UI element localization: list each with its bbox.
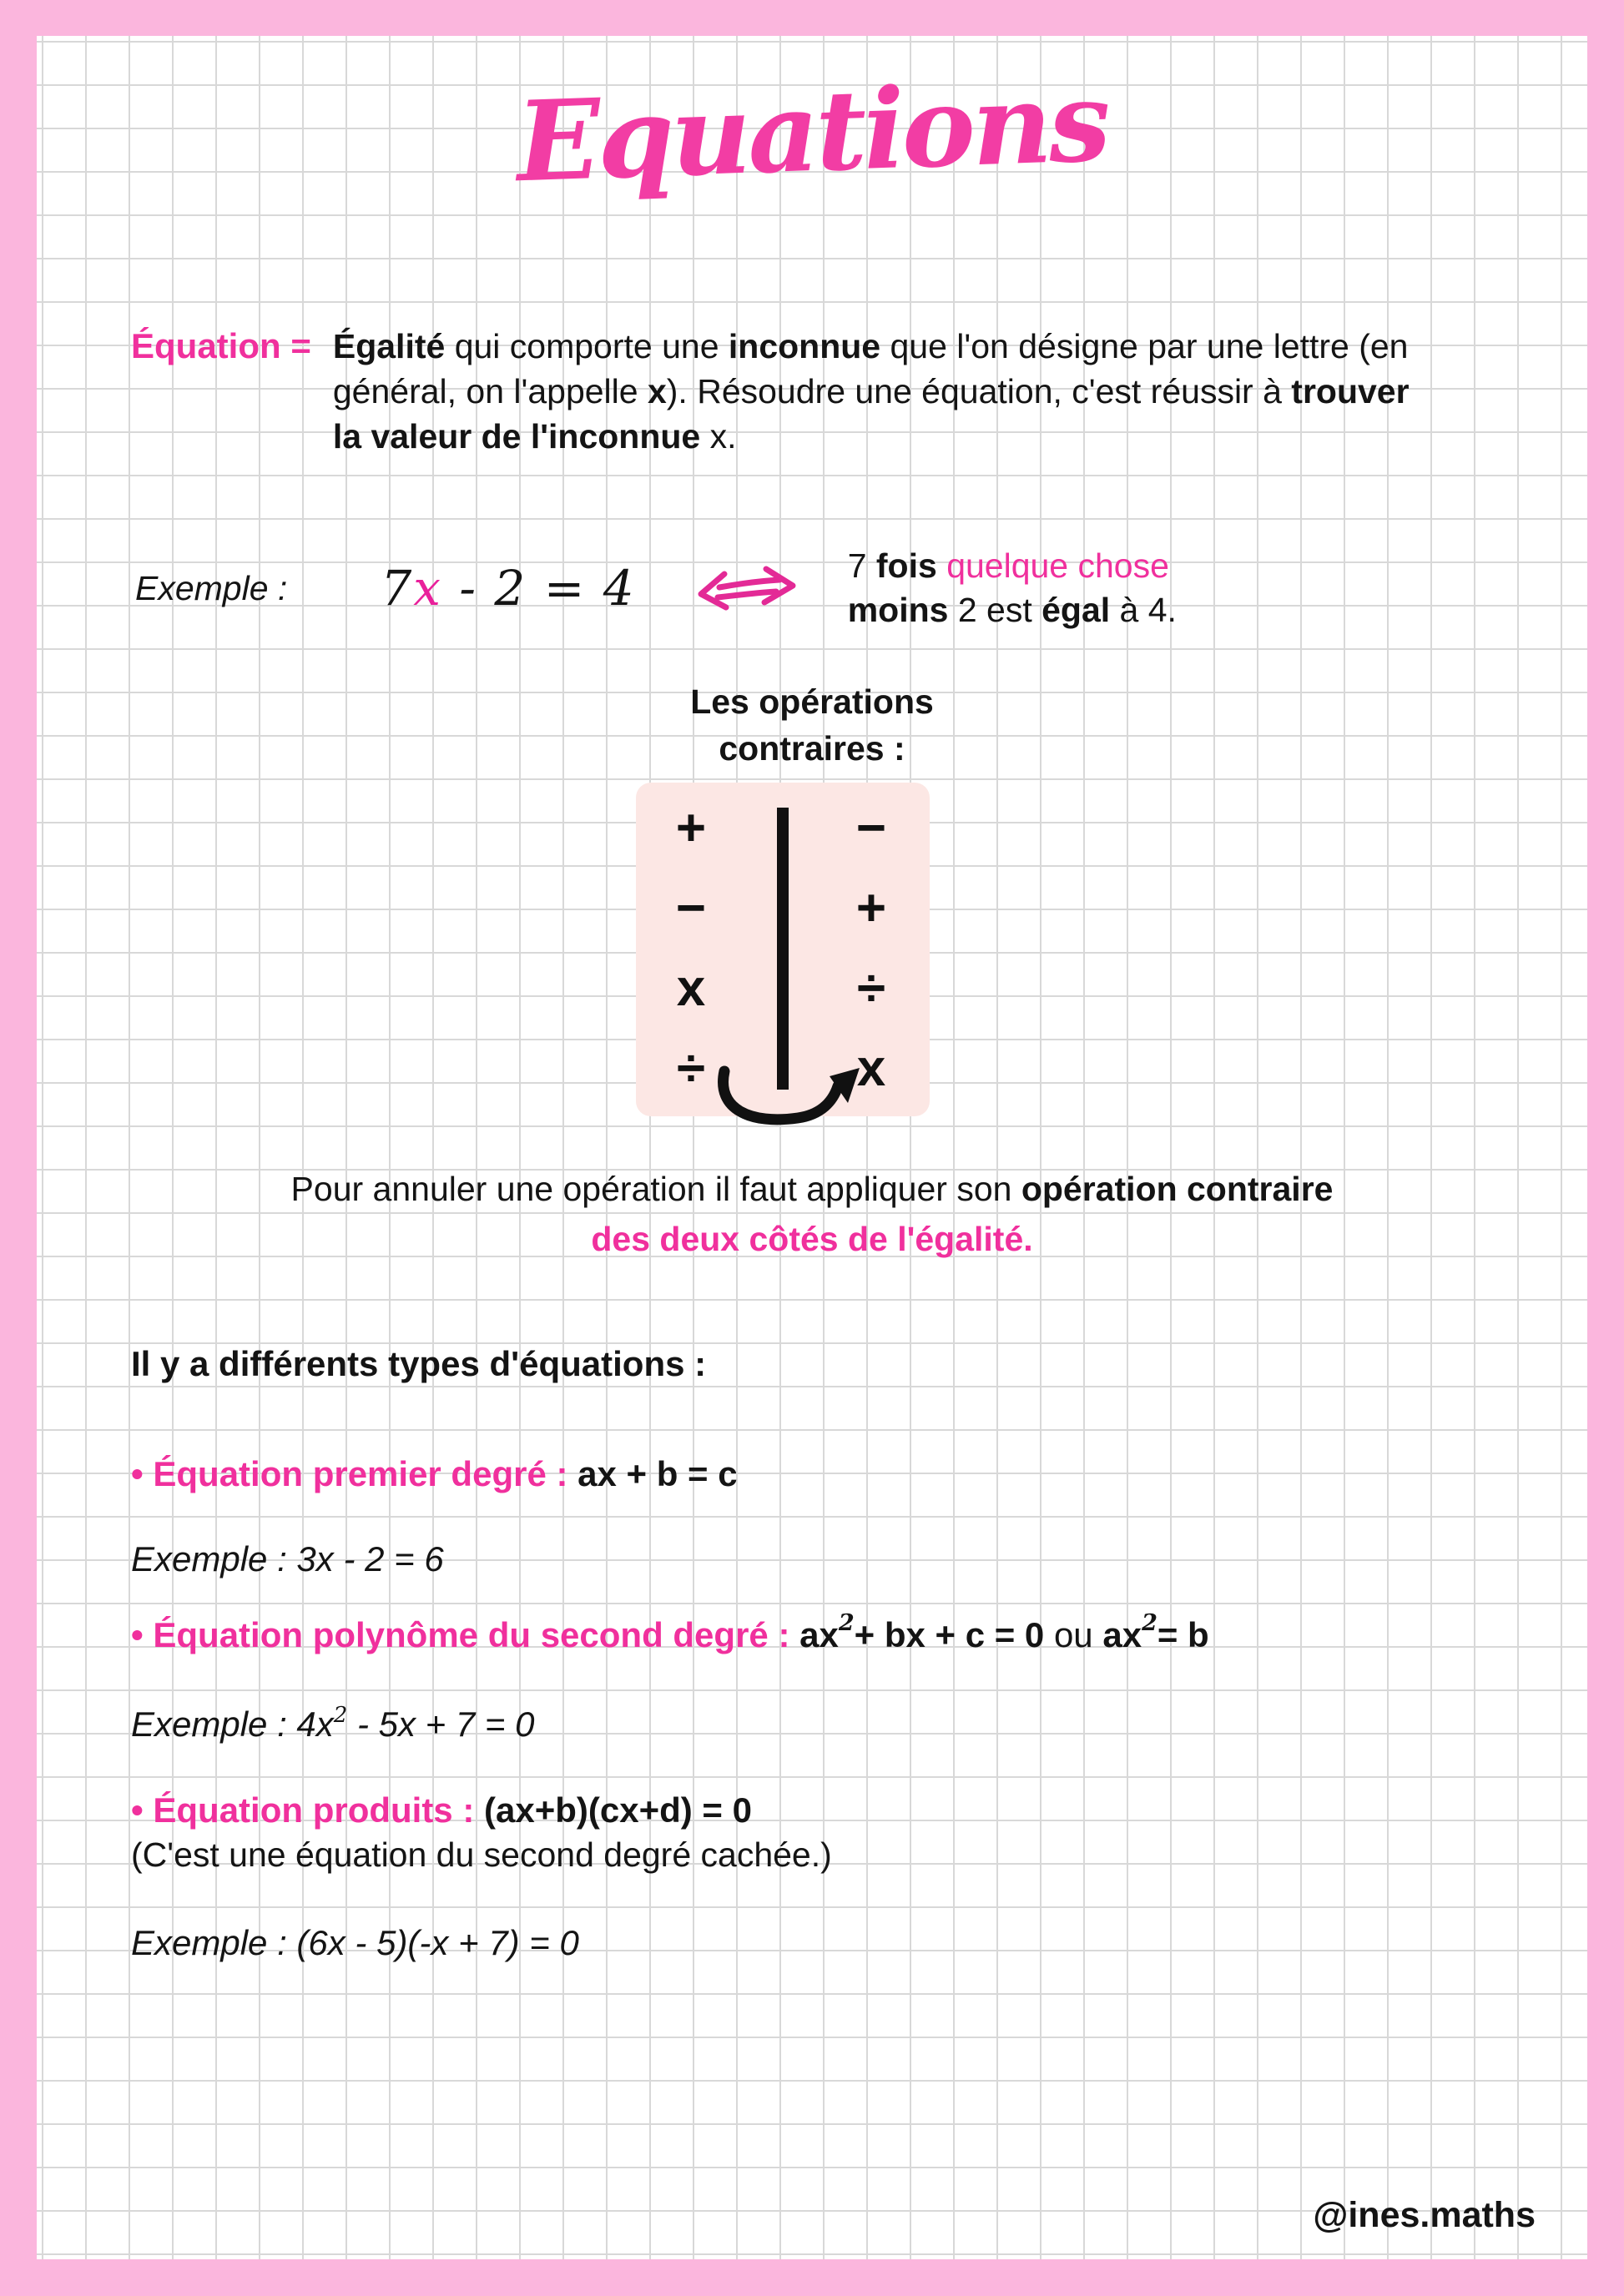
minus-symbol: − bbox=[675, 879, 707, 937]
first-degree-title: • Équation premier degré : ax + b = c bbox=[131, 1454, 738, 1493]
example-row bbox=[135, 530, 1177, 647]
multiply-symbol: x bbox=[676, 959, 706, 1017]
multiply-symbol: x bbox=[856, 1039, 886, 1097]
rule-note-line2: des deux côtés de l'égalité. bbox=[591, 1220, 1033, 1258]
instagram-handle: @ines.maths bbox=[1313, 2195, 1536, 2235]
definition-block bbox=[131, 324, 1426, 459]
first-degree-example: Exemple : 3x - 2 = 6 bbox=[131, 1539, 444, 1578]
operations-heading-line2: contraires : bbox=[719, 729, 905, 768]
second-degree-title: • Équation polynôme du second degré : ax2+ bx + c = 0 ou ax2= b bbox=[131, 1610, 1209, 1654]
products-note: (C'est une équation du second degré cachée.) bbox=[131, 1835, 832, 1874]
rule-note bbox=[37, 1164, 1587, 1264]
plus-symbol: + bbox=[855, 879, 887, 937]
example-meaning-line2: moins 2 est égal à 4. bbox=[847, 591, 1177, 629]
operations-heading bbox=[37, 678, 1587, 772]
products-title: • Équation produits : (ax+b)(cx+d) = 0 bbox=[131, 1790, 752, 1830]
definition-text: Égalité qui comporte une inconnue que l'on désigne par une lettre (en général, on l'appelle x). Résoudre une équation, c'est réussir à trouver la valeur de l'inconnue x. bbox=[332, 327, 1410, 456]
divide-symbol: ÷ bbox=[856, 959, 886, 1017]
types-heading: Il y a différents types d'équations : bbox=[131, 1344, 707, 1383]
opposite-operations-box bbox=[636, 783, 930, 1116]
second-degree-example: Exemple : 4x2 - 5x + 7 = 0 bbox=[131, 1703, 535, 1744]
grid-paper bbox=[37, 36, 1587, 2259]
example-meaning-line1: 7 fois quelque chose bbox=[847, 546, 1169, 585]
rule-note-line1: Pour annuler une opération il faut appliquer son opération contraire bbox=[290, 1170, 1334, 1208]
minus-symbol: − bbox=[855, 798, 887, 857]
plus-symbol: + bbox=[675, 798, 707, 857]
divider-and-swap-arrow-icon bbox=[636, 783, 930, 1137]
example-label: Exemple : bbox=[135, 568, 288, 607]
handwritten-equation: 7x - 2 = 4 bbox=[381, 560, 636, 617]
divide-symbol: ÷ bbox=[676, 1039, 706, 1097]
operations-heading-line1: Les opérations bbox=[690, 682, 934, 721]
equivalence-arrow-icon bbox=[693, 554, 804, 622]
page-title: Equations bbox=[514, 57, 1110, 208]
example-meaning bbox=[848, 544, 1177, 632]
products-example: Exemple : (6x - 5)(-x + 7) = 0 bbox=[131, 1923, 579, 1962]
definition-term: Équation = bbox=[131, 326, 311, 365]
